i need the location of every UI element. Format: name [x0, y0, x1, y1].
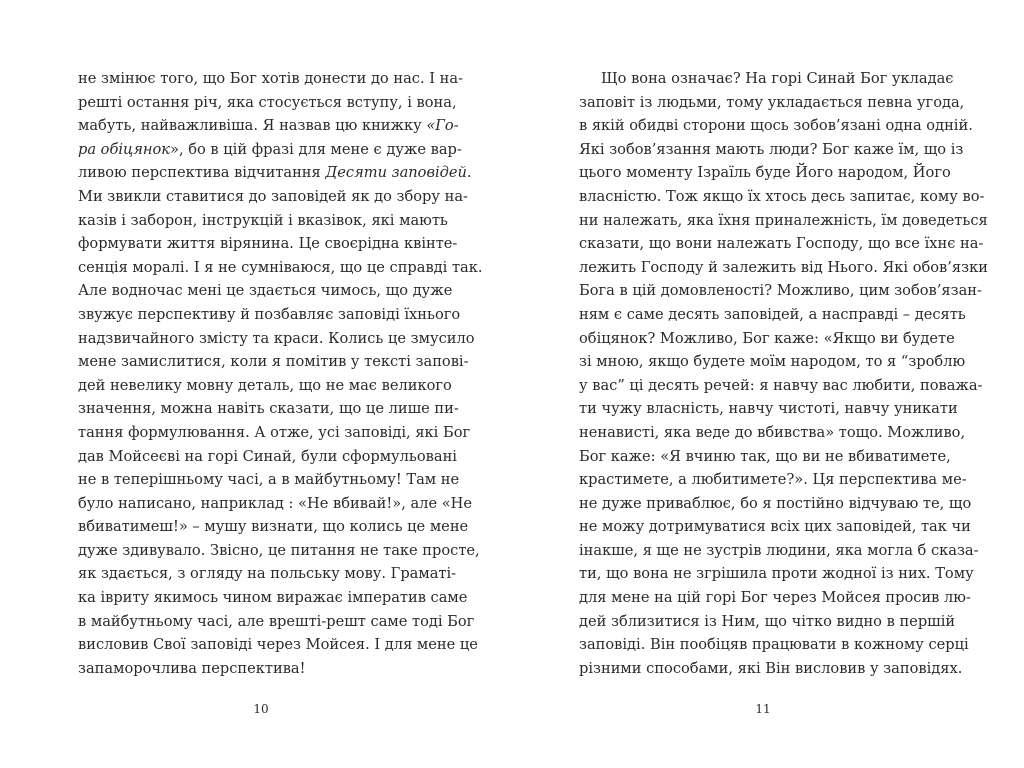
book-title-italic: «Го- — [426, 117, 459, 135]
text-line: обіцянок? Можливо, Бог каже: «Якщо ви будете — [579, 329, 955, 347]
text-line — [78, 161, 472, 185]
text-line: Бог каже: «Я вчиню так, що ви не вбиватимете, — [579, 447, 951, 465]
text-line: не в теперішньому часі, а в майбутньому! Там не — [78, 471, 460, 489]
text-line: Але водночас мені це здається чимось, що дуже — [78, 282, 453, 300]
text-line: не змінює того, що Бог хотів донести до нас. І на- — [78, 70, 463, 87]
text-line: заповіді. Він пообіцяв працювати в кожному серці — [579, 636, 969, 654]
text-line: дей невелику мовну деталь, що не має великого — [78, 376, 452, 394]
text-run: ливою перспектива відчитання — [78, 164, 326, 182]
right-page-body-text — [579, 67, 988, 680]
text-line: не дуже приваблює, бо я постійно відчуваю те, що — [579, 494, 972, 512]
text-line: ка івриту якимось чином виражає імператив саме — [78, 589, 468, 607]
page-number-right: 11 — [755, 702, 771, 716]
text-line: дуже здивувало. Звісно, це питання не таке просте, — [78, 541, 480, 559]
text-line: Бога в цій домовленості? Можливо, цим зобов’язан- — [579, 282, 982, 300]
text-line: крастимете, а любитимете?». Ця перспектива ме- — [579, 471, 967, 489]
text-run: . — [466, 164, 472, 182]
text-line: звужує перспективу й позбавляє заповіді їхнього — [78, 305, 461, 323]
text-line: Що вона означає? На горі Синай Бог укладає — [601, 70, 954, 87]
text-run: мабуть, найважливіша. Я назвав цю книжку — [78, 117, 427, 135]
text-line: лежить Господу й залежить від Нього. Які обов’язки — [579, 258, 988, 276]
text-line: мене замислитися, коли я помітив у тексті запові- — [78, 353, 469, 371]
text-line: тання формулювання. А отже, усі заповіді, які Бог — [78, 423, 471, 441]
text-line: не можу дотримуватися всіх цих заповідей, так чи — [579, 518, 971, 536]
left-page-body-text — [78, 67, 483, 680]
left-page — [78, 67, 483, 680]
text-line: дав Мойсеєві на горі Синай, були сформульовані — [78, 447, 457, 465]
page-number-left: 10 — [253, 702, 269, 716]
text-line: зі мною, якщо будете моїм народом, то я “зроблю — [579, 353, 966, 371]
text-line: ти чужу власність, навчу чистоті, навчу уникати — [579, 400, 958, 418]
text-line: заповіт із людьми, тому укладається певна угода, — [579, 93, 965, 111]
text-line: ням є саме десять заповідей, а насправді – десять — [579, 305, 966, 323]
text-line: казів і заборон, інструкцій і вказівок, які мають — [78, 211, 448, 229]
text-line: різними способами, які Він висловив у заповідях. — [579, 659, 963, 677]
text-line: ни належать, яка їхня приналежність, їм доведеться — [579, 211, 988, 229]
text-line: Які зобов’язання мають люди? Бог каже їм, що із — [579, 140, 964, 158]
text-line: власністю. Тож якщо їх хтось десь запитає, кому во- — [579, 187, 985, 205]
text-line: у вас” ці десять речей: я навчу вас любити, поважа- — [579, 376, 983, 394]
text-line: запаморочлива перспектива! — [78, 659, 306, 677]
text-line: формувати життя вірянина. Це своєрідна квінте- — [78, 235, 458, 253]
book-title-italic: ра обіцянок — [78, 140, 171, 158]
text-line: значення, можна навіть сказати, що це лише пи- — [78, 400, 459, 418]
text-line: Ми звикли ставитися до заповідей як до збору на- — [78, 187, 468, 205]
text-line: в майбутньому часі, але врешті-решт саме тоді Бог — [78, 612, 475, 630]
text-line: дей зблизитися із Ним, що чітко видно в першій — [579, 612, 956, 630]
text-line: для мене на цій горі Бог через Мойсея просив лю- — [579, 589, 971, 607]
text-line: висловив Свої заповіді через Мойсея. І для мене це — [78, 636, 478, 654]
text-line: ненависті, яка веде до вбивства» тощо. Можливо, — [579, 423, 966, 441]
right-page — [579, 67, 988, 680]
text-line: ти, що вона не згрішила проти жодної із них. Тому — [579, 565, 974, 583]
decalogue-italic: Десяти заповідей — [325, 164, 467, 182]
text-line: інакше, я ще не зустрів людини, яка могла б сказа- — [579, 541, 979, 559]
text-line — [78, 138, 462, 162]
text-line — [78, 114, 459, 138]
text-line: надзвичайного змісту та краси. Колись це змусило — [78, 329, 475, 347]
text-line: в якій обидві сторони щось зобов’язані одна одній. — [579, 117, 973, 135]
text-line: решті остання річ, яка стосується вступу, і вона, — [78, 93, 457, 111]
text-line: сенція моралі. І я не сумніваюся, що це справді так. — [78, 258, 483, 276]
text-line: цього моменту Ізраїль буде Його народом, Його — [579, 164, 951, 182]
text-run: », бо в цій фразі для мене є дуже вар- — [170, 140, 462, 158]
text-line: сказати, що вони належать Господу, що все їхнє на- — [579, 235, 984, 253]
text-line: вбиватимеш!» – мушу визнати, що колись це мене — [78, 518, 469, 536]
text-line: було написано, наприклад : «Не вбивай!», але «Не — [78, 494, 473, 512]
text-line: як здається, з огляду на польську мову. Граматі- — [78, 565, 457, 583]
